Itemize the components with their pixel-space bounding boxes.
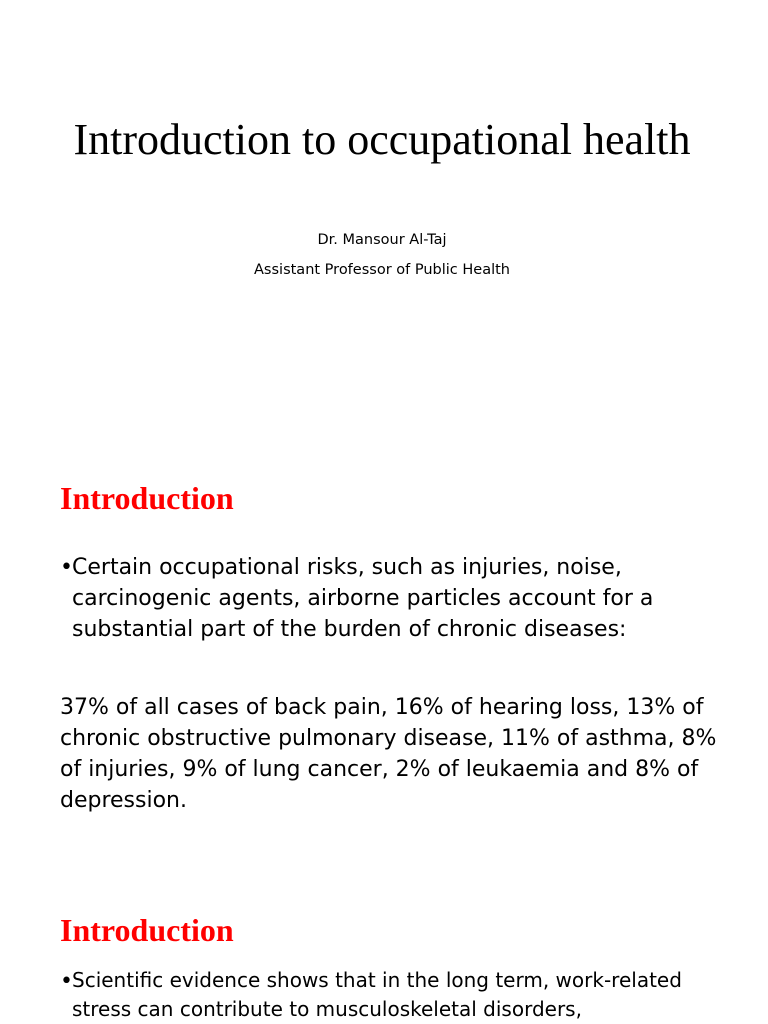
title-slide bbox=[0, 0, 768, 432]
bullet-item bbox=[60, 552, 720, 645]
introduction-slide-1 bbox=[0, 432, 768, 864]
bullet-text: Certain occupational risks, such as injuries, noise, carcinogenic agents, airborne particles account for a substantial part of the burden of chronic diseases: bbox=[72, 555, 654, 642]
presentation-title: Introduction to occupational health bbox=[73, 115, 691, 164]
introduction-slide-2 bbox=[0, 864, 768, 1024]
bullet-icon: • bbox=[60, 555, 73, 580]
author-name: Dr. Mansour Al-Taj bbox=[317, 232, 447, 248]
slide-heading: Introduction bbox=[60, 912, 234, 948]
bullet-item bbox=[60, 966, 720, 1024]
author-role: Assistant Professor of Public Health bbox=[254, 262, 510, 278]
bullet-icon: • bbox=[60, 969, 73, 994]
statistics-paragraph: 37% of all cases of back pain, 16% of hearing loss, 13% of chronic obstructive pulmonary disease, 11% of asthma, 8% of injuries, 9% of lung cancer, 2% of leukaemia and 8% of depression. bbox=[60, 695, 717, 813]
bullet-text: Scientific evidence shows that in the long term, work-related stress can contribute to musculoskeletal disorders, bbox=[72, 968, 682, 1021]
slide-heading: Introduction bbox=[60, 480, 234, 516]
